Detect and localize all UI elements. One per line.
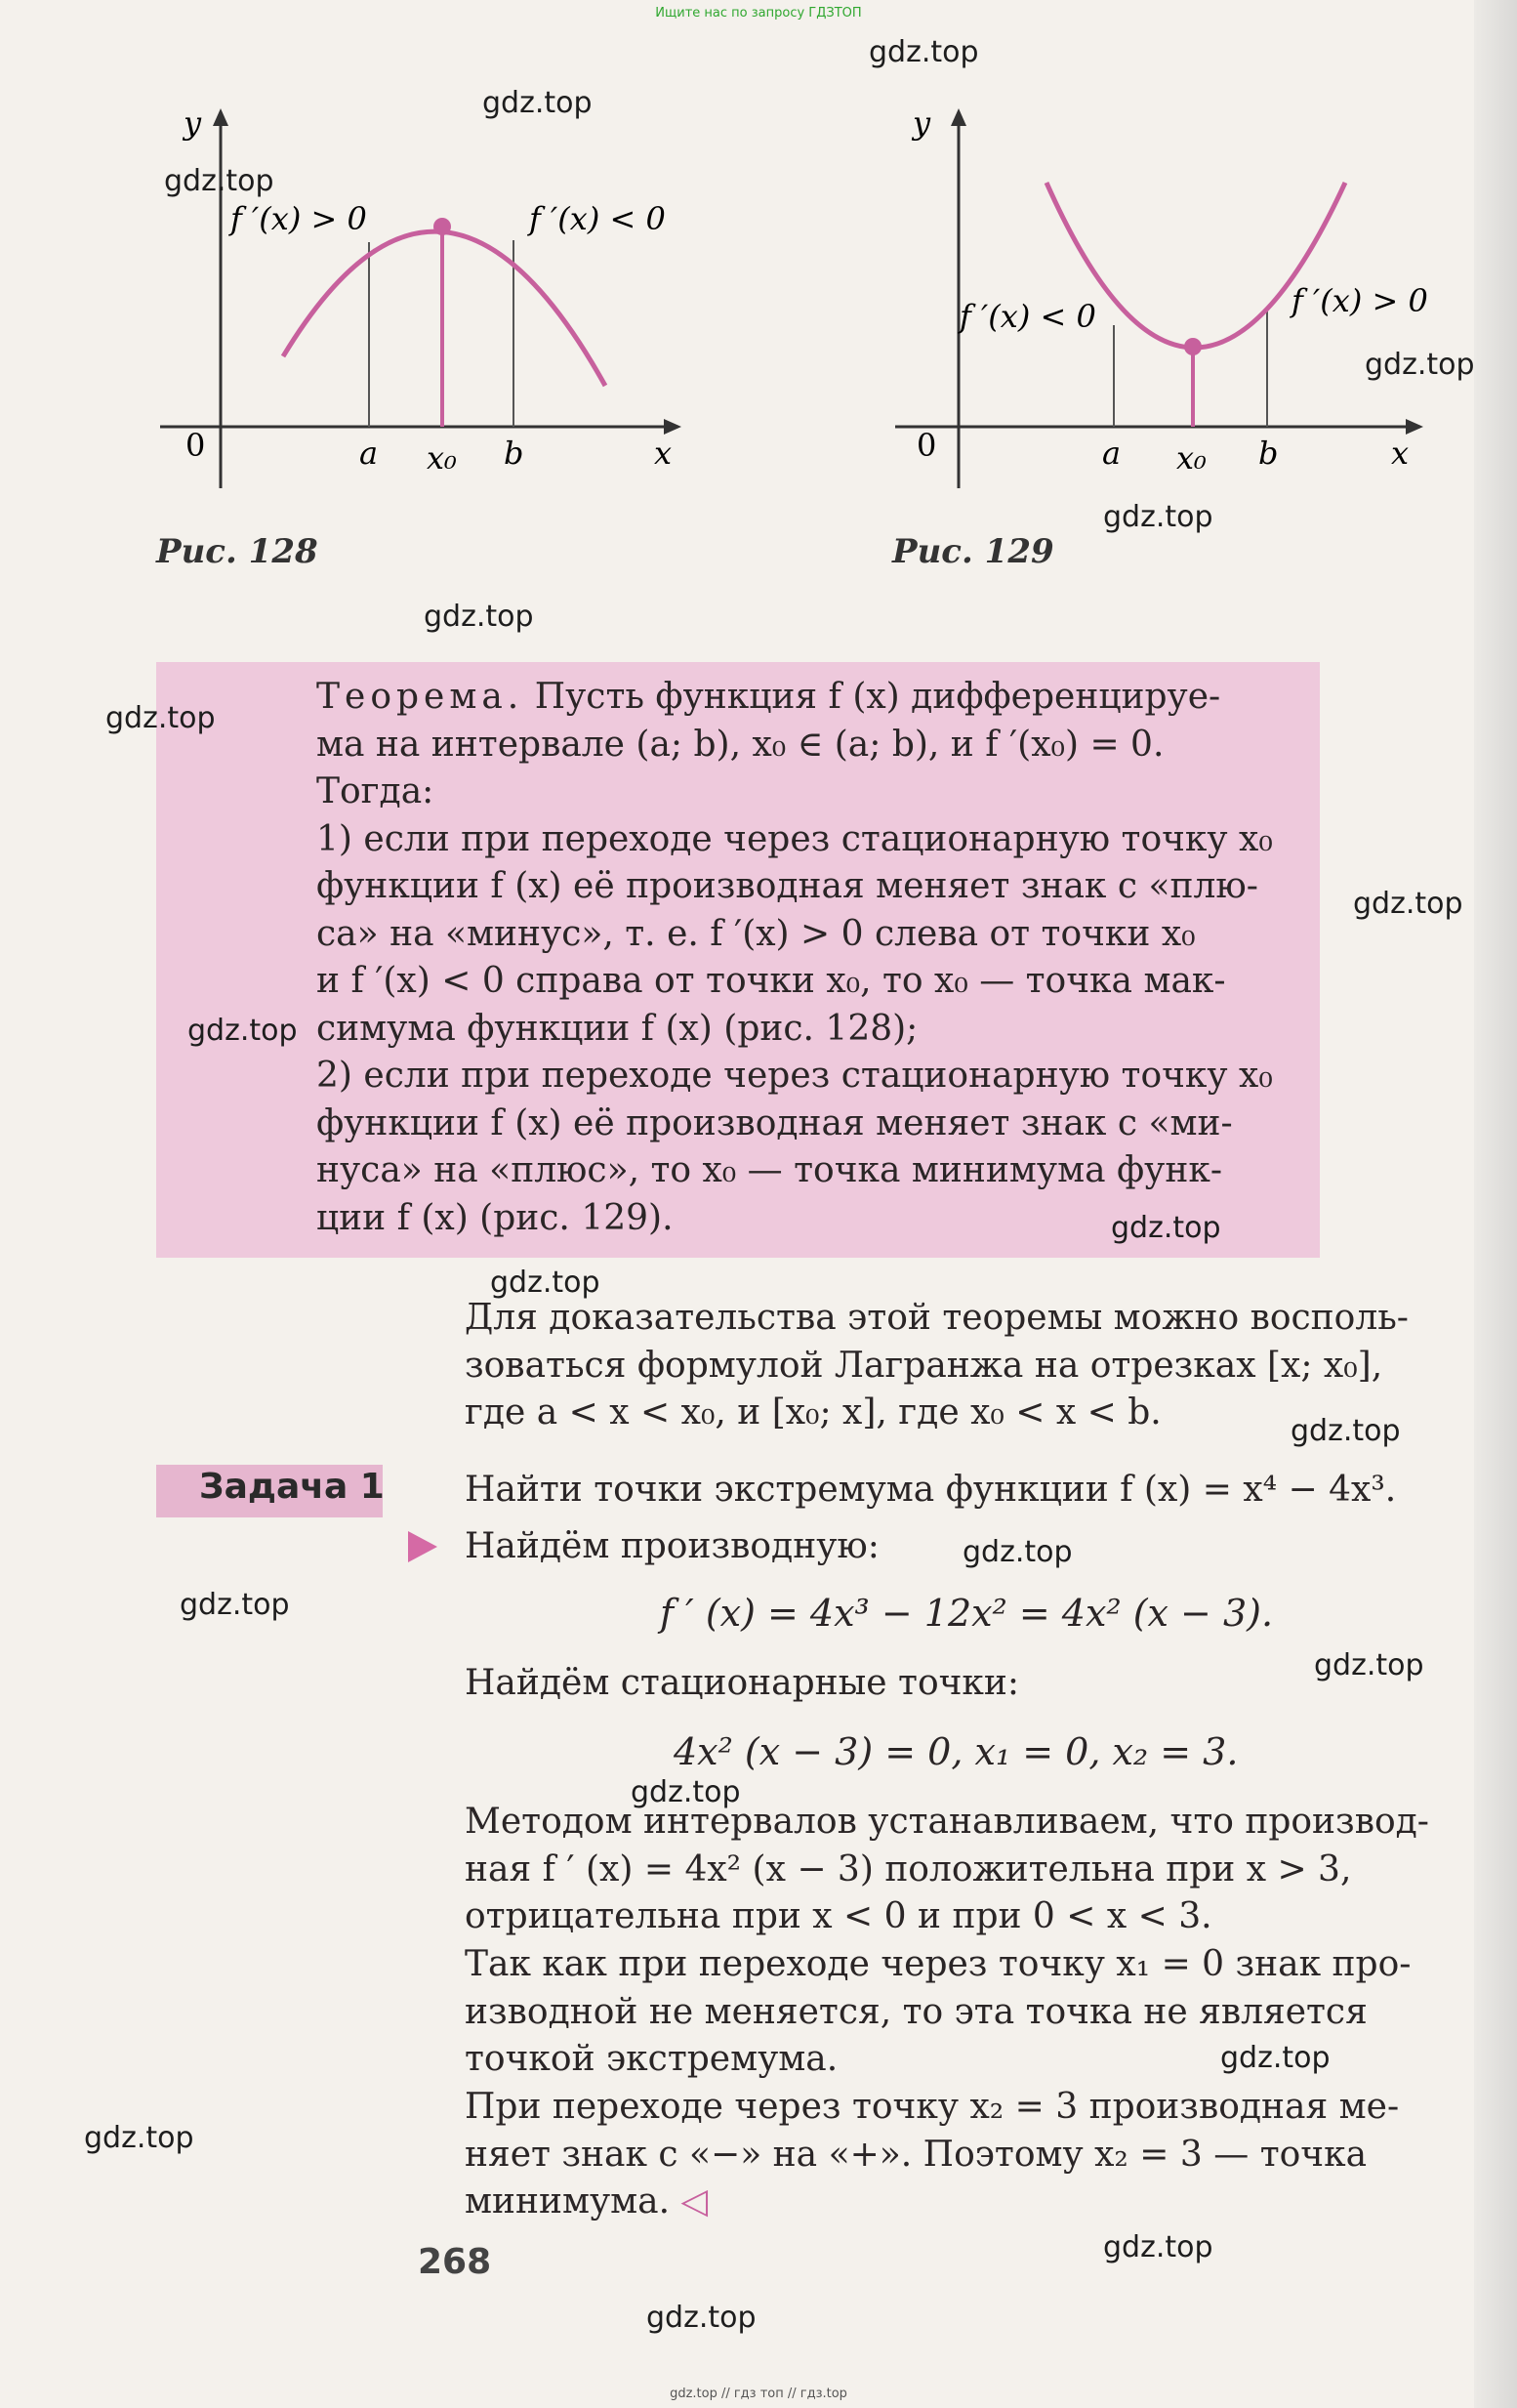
watermark: gdz.top [631, 1775, 741, 1809]
x-label: x [654, 435, 673, 472]
watermark: gdz.top [180, 1588, 290, 1622]
text-line: няет знак с «−» на «+». Поэтому x₂ = 3 — точка [465, 2134, 1368, 2175]
bottom-banner: gdz.top // гдз топ // гдз.top [670, 2387, 847, 2401]
watermark: gdz.top [187, 1014, 298, 1048]
figure-129-caption: Рис. 129 [892, 532, 1054, 571]
page-spine-shadow [1474, 0, 1517, 2408]
y-label: y [913, 104, 931, 142]
watermark: gdz.top [646, 2301, 757, 2335]
text-line: изводной не меняется, то эта точка не является [465, 1991, 1368, 2032]
watermark: gdz.top [1353, 887, 1463, 921]
theorem-line: функции f (x) её производная меняет знак с «ми- [316, 1102, 1233, 1143]
watermark: gdz.top [1111, 1211, 1221, 1245]
theorem-title: Теорема. [316, 677, 524, 717]
watermark: gdz.top [424, 600, 534, 634]
interval-paragraph [465, 1799, 1447, 1941]
x-axis-arrow-icon [664, 419, 681, 435]
watermark: gdz.top [482, 86, 593, 120]
theorem-line: функции f (x) её производная меняет знак с «плю- [316, 866, 1258, 906]
watermark: gdz.top [1314, 1648, 1424, 1682]
theorem-text [316, 674, 1292, 1242]
watermark: gdz.top [1103, 2230, 1213, 2264]
y-axis-arrow-icon [213, 108, 228, 126]
text-line: отрицательна при x < 0 и при 0 < x < 3. [465, 1896, 1212, 1936]
x2-paragraph [465, 2084, 1447, 2226]
text-line: зоваться формулой Лагранжа на отрезках [x; x₀], [465, 1345, 1383, 1386]
text-line: Для доказательства этой теоремы можно восполь- [465, 1298, 1409, 1338]
text-line: Методом интервалов устанавливаем, что производ- [465, 1802, 1429, 1842]
watermark: gdz.top [869, 35, 979, 69]
y-axis-arrow-icon [951, 108, 966, 126]
figure-129 [883, 103, 1430, 493]
watermark: gdz.top [1365, 348, 1475, 382]
extremum-point [1184, 338, 1202, 355]
text-line: При переходе через точку x₂ = 3 производная ме- [465, 2087, 1400, 2127]
watermark: gdz.top [84, 2121, 194, 2155]
theorem-line: 2) если при переходе через стационарную точку x₀ [316, 1056, 1273, 1096]
watermark: gdz.top [105, 701, 216, 735]
left-derivative-label: f ′(x) > 0 [230, 200, 367, 237]
task-label: Задача 1 [199, 1467, 385, 1507]
theorem-line: Теорема. Пусть функция f (x) дифференцируе- [316, 677, 1221, 717]
origin-label: 0 [185, 427, 206, 464]
watermark: gdz.top [490, 1266, 600, 1300]
x-axis-arrow-icon [1406, 419, 1423, 435]
extremum-point [433, 218, 451, 235]
formula-derivative: f ′ (x) = 4x³ − 12x² = 4x² (x − 3). [660, 1592, 1274, 1635]
figure-128 [146, 103, 693, 493]
figure-128-caption: Рис. 128 [156, 532, 318, 571]
watermark: gdz.top [1291, 1414, 1401, 1448]
text-line: Так как при переходе через точку x₁ = 0 знак про- [465, 1944, 1412, 1984]
tick-label-b: b [504, 435, 524, 472]
left-derivative-label: f ′(x) < 0 [960, 298, 1096, 335]
text-line: ная f ′ (x) = 4x² (x − 3) положительна при x > 3, [465, 1848, 1352, 1889]
solution-start-icon [408, 1531, 437, 1562]
right-derivative-label: f ′(x) > 0 [1292, 282, 1428, 319]
tick-label-a: a [1102, 435, 1122, 472]
text-line: точкой экстремума. [465, 2039, 839, 2079]
step-derivative: Найдём производную: [465, 1526, 880, 1566]
x-label: x [1391, 435, 1410, 472]
theorem-line: 1) если при переходе через стационарную точку x₀ [316, 818, 1273, 859]
tick-label-x0: x₀ [1176, 439, 1207, 477]
watermark: gdz.top [1220, 2041, 1331, 2075]
tick-label-a: a [359, 435, 379, 472]
text-line: где a < x < x₀, и [x₀; x], где x₀ < x < b. [465, 1392, 1162, 1432]
tick-label-x0: x₀ [427, 439, 457, 477]
y-label: y [184, 104, 202, 142]
theorem-line: и f ′(x) < 0 справа от точки x₀, то x₀ — точка мак- [316, 961, 1226, 1001]
formula-stationary: 4x² (x − 3) = 0, x₁ = 0, x₂ = 3. [674, 1730, 1239, 1773]
task-statement: Найти точки экстремума функции f (x) = x⁴ − 4x³. [465, 1470, 1397, 1510]
theorem-line: Тогда: [316, 771, 434, 811]
theorem-line: ции f (x) (рис. 129). [316, 1197, 674, 1238]
right-derivative-label: f ′(x) < 0 [529, 200, 666, 237]
page-number: 268 [418, 2242, 492, 2282]
step-stationary: Найдём стационарные точки: [465, 1663, 1020, 1703]
theorem-line: симума функции f (x) (рис. 128); [316, 1008, 919, 1049]
text-line: минимума. ◁ [465, 2181, 709, 2221]
theorem-line: ма на интервале (a; b), x₀ ∈ (a; b), и f ′(x₀) = 0. [316, 724, 1165, 765]
tick-label-b: b [1258, 435, 1279, 472]
watermark: gdz.top [1103, 500, 1213, 534]
theorem-line: нуса» на «плюс», то x₀ — точка минимума функ- [316, 1150, 1223, 1190]
watermark: gdz.top [164, 164, 274, 198]
solution-end-icon: ◁ [680, 2181, 709, 2221]
top-banner: Ищите нас по запросу ГДЗТОП [655, 6, 862, 21]
watermark: gdz.top [963, 1535, 1073, 1569]
origin-label: 0 [917, 427, 937, 464]
theorem-line: са» на «минус», т. е. f ′(x) > 0 слева от точки x₀ [316, 913, 1196, 954]
